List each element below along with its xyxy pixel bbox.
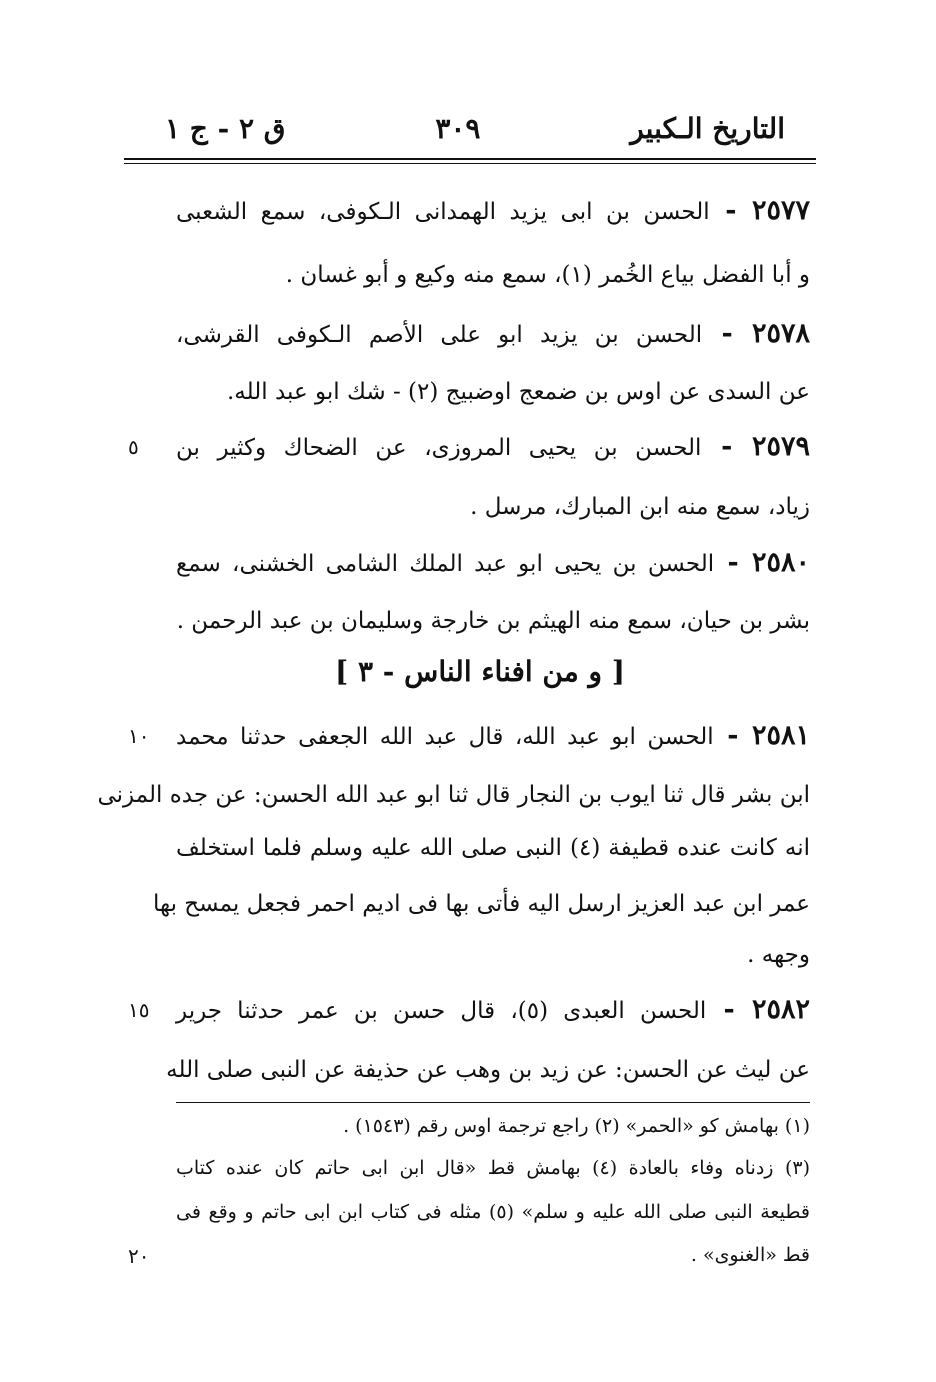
entry-line: عن السدى عن اوس بن ضمعج اوضبيج (٢) - شك ابو عبد الله. [226,379,810,405]
header-rule [124,158,816,160]
line-number-margin: ١٥ [128,998,150,1022]
header-rule-thin [124,163,816,164]
footnote-line: قط «الغنوى» . [690,1244,810,1266]
line-number-margin: ١٠ [128,724,150,748]
entry-line: ٢٥٧٩ - الحسن بن يحيى المروزى، عن الضحاك وكثير بن [176,431,810,462]
entry-line: ٢٥٨٢ - الحسن العبدى (٥)، قال حسن بن عمر حدثنا جرير [176,994,810,1025]
entry-line: بشر بن حيان، سمع منه الهيثم بن خارجة وسليمان بن عبد الرحمن . [176,608,810,634]
footnote-line: (٣) زدناه وفاء بالعادة (٤) بهامش قط «قال ابن ابى حاتم كان عنده كتاب [176,1157,810,1179]
page-number: ٣٠٩ [435,111,481,145]
footnote-line: (١) بهامش كو «الحمر» (٢) راجع ترجمة اوس رقم (١٥٤٣) . [343,1115,810,1137]
section-heading: [ و من افناء الناس - ٣ ] [334,655,626,688]
running-header [165,106,785,150]
entry-line: ٢٥٨٠ - الحسن بن يحيى ابو عبد الملك الشامى الخشنى، سمع [176,547,810,578]
entry-line: و أبا الفضل بياع الخُمر (١)، سمع منه وكيع و أبو غسان . [285,262,810,288]
entry-line: ٢٥٨١ - الحسن ابو عبد الله، قال عبد الله الجعفى حدثنا محمد [176,720,810,751]
volume-label: ق ٢ - ج ١ [165,111,286,145]
entry-line: عمر ابن عبد العزيز ارسل اليه فأتى بها فى اديم احمر فجعل يمسح بها [152,891,810,917]
entry-line: ابن بشر قال ثنا ايوب بن النجار قال ثنا ابو عبد الله الحسن: عن جده المزنى [97,782,810,808]
entry-line: وجهه . [747,942,810,968]
line-number-margin: ٥ [128,435,139,459]
footnote-rule [176,1102,810,1103]
entry-line: ٢٥٧٨ - الحسن بن يزيد ابو على الأصم الـكوفى القرشى، [176,318,810,349]
footnote-line: قطيعة النبى صلى الله عليه و سلم» (٥) مثله فى كتاب ابن ابى حاتم و وقع فى [176,1201,810,1223]
entry-line: زياد، سمع منه ابن المبارك، مرسل . [470,494,810,520]
entry-line: ٢٥٧٧ - الحسن بن ابى يزيد الهمدانى الـكوفى، سمع الشعبى [176,195,810,226]
entry-line: انه كانت عنده قطيفة (٤) النبى صلى الله عليه وسلم فلما استخلف [176,835,811,861]
line-number-margin: ٢٠ [128,1244,150,1268]
entry-line: عن ليث عن الحسن: عن زيد بن وهب عن حذيفة عن النبى صلى الله [166,1057,810,1083]
book-title: التاريخ الـكبير [630,111,785,145]
